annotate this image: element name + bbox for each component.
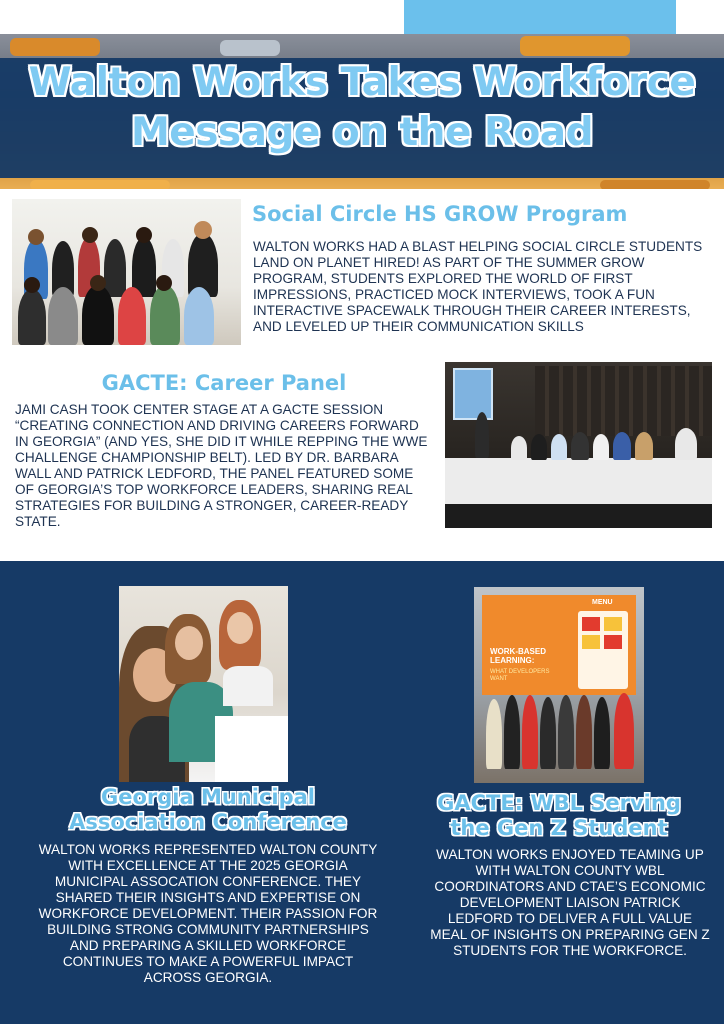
career-panel-photo (445, 362, 712, 528)
section-body-career-panel: JAMI CASH TOOK CENTER STAGE AT A GACTE SESSION “CREATING CONNECTION AND DRIVING CAREERS FORWARD IN GEORGIA” (AND YES, SHE DID IT WHILE REPPING THE WWE CHALLENGE CHAMPIONSHIP BELT). LED BY DR. BARBARA WALL AND PATRICK LEDFORD, THE PANEL FEATURED SOME OF GEORGIA’S TOP WORKFORCE LEADERS, SHARING REAL STRATEGIES FOR BUILDING A STRONGER, CAREER-READY STATE. (15, 402, 428, 529)
screen-heading: WORK-BASED LEARNING: (490, 647, 546, 665)
section-title-career-panel: GACTE: Career Panel (101, 371, 347, 395)
wbl-gen-z-photo (474, 587, 644, 783)
page-title: Walton Works Takes Workforce Message on the Road (28, 60, 696, 155)
screen-menu-label: MENU (592, 599, 613, 606)
section-title-gma: Georgia Municipal Association Conference (69, 785, 347, 834)
gma-conference-photo (119, 586, 288, 782)
header-accent-tab (404, 0, 676, 34)
section-body-wbl: WALTON WORKS ENJOYED TEAMING UP WITH WALTON COUNTY WBL COORDINATORS AND CTAE’S ECONOMIC DEVELOPMENT LIAISON PATRICK LEDFORD TO DELIVER A FULL VALUE MEAL OF INSIGHTS ON PREPARING GEN Z STUDENTS FOR THE WORKFORCE. (430, 847, 710, 958)
grow-program-photo (12, 199, 241, 345)
section-body-gma: WALTON WORKS REPRESENTED WALTON COUNTY WITH EXCELLENCE AT THE 2025 GEORGIA MUNICIPAL ASSOCATION CONFERENCE. THEY SHARED THEIR INSIGHTS AND EXPERTISE ON WORKFORCE DEVELOPMENT. THEIR PASSION FOR BUILDING STRONG COMMUNITY PARTNERSHIPS AND PREPARING A SKILLED WORKFORCE CONTINUES TO MAKE A POWERFUL IMPACT ACROSS GEORGIA. (38, 842, 378, 985)
section-title-wbl: GACTE: WBL Serving the Gen Z Student (437, 791, 681, 840)
section-title-grow: Social Circle HS GROW Program (252, 202, 628, 226)
section-body-grow: WALTON WORKS HAD A BLAST HELPING SOCIAL CIRCLE STUDENTS LAND ON PLANET HIRED! AS PART OF THE SUMMER GROW PROGRAM, STUDENTS EXPLORED THE WORLD OF FIRST IMPRESSIONS, PRACTICED MOCK INTERVIEWS, TOOK A FUN INTERACTIVE SPACEWALK THROUGH THEIR CAREER INTERESTS, AND LEVELED UP THEIR COMMUNICATION SKILLS (253, 239, 703, 334)
screen-subheading: WHAT DEVELOPERS WANT (490, 669, 550, 682)
hero-banner (0, 34, 724, 189)
